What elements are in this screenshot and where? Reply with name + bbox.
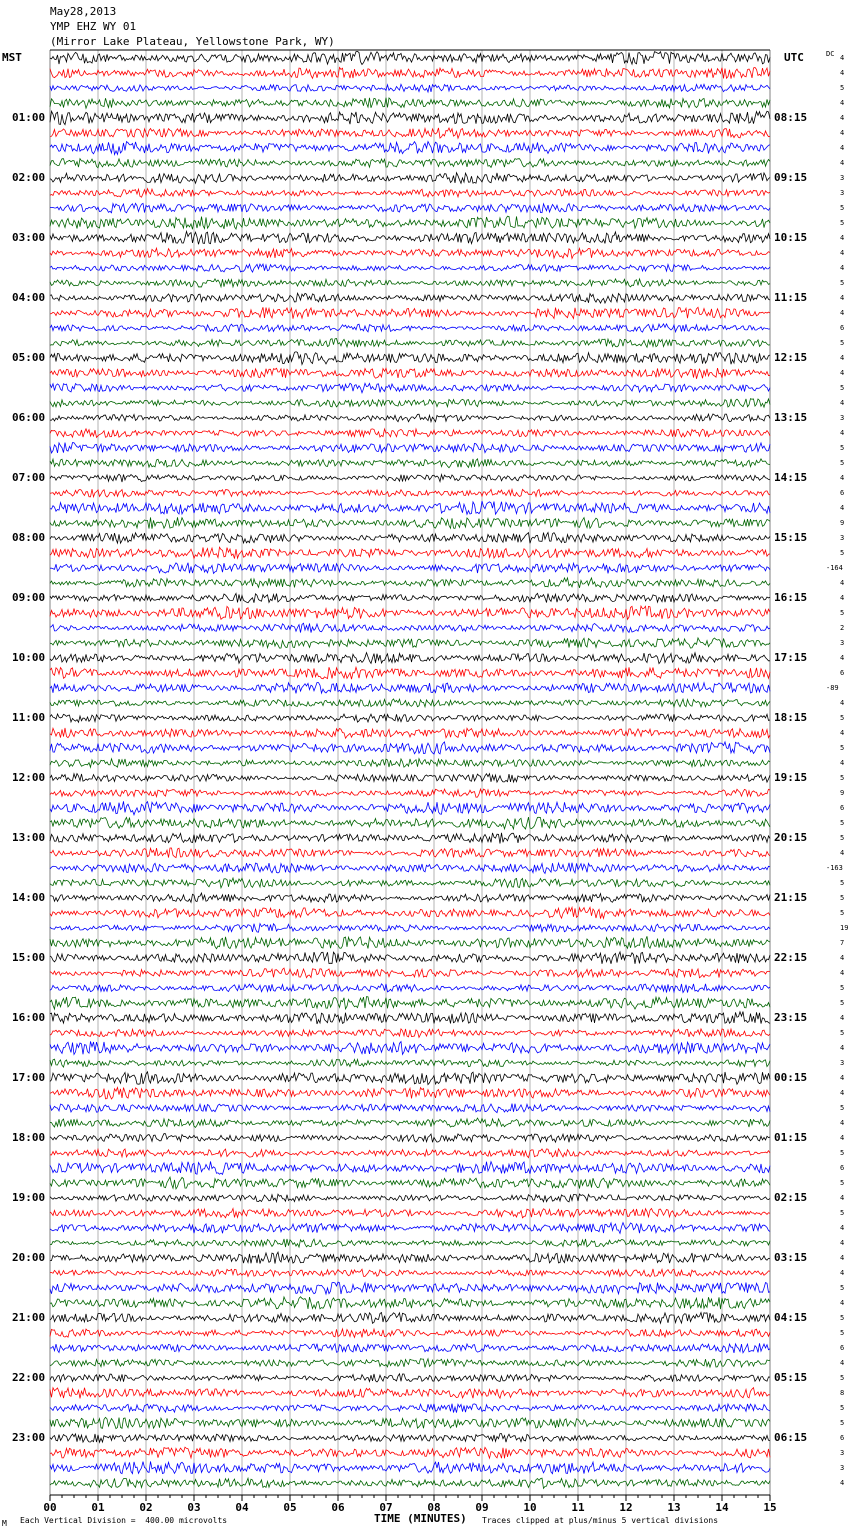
dc-offset-label: 4 [840, 504, 845, 512]
x-tick-label: 13 [667, 1501, 681, 1514]
dc-offset-label: 5 [840, 819, 845, 827]
x-tick-label: 06 [331, 1501, 345, 1514]
right-hour-label: 17:15 [774, 651, 808, 664]
left-hour-label: 17:00 [12, 1071, 46, 1084]
trace-69 [50, 1072, 770, 1085]
dc-offset-label: 4 [840, 1014, 845, 1022]
trace-32 [50, 517, 770, 528]
dc-offset-label: 5 [840, 774, 845, 782]
trace-90 [50, 1388, 770, 1399]
left-hour-label: 03:00 [12, 231, 46, 244]
trace-68 [50, 1059, 770, 1067]
trace-50 [50, 789, 770, 797]
trace-55 [50, 863, 770, 874]
dc-offset-label: 3 [840, 1059, 845, 1067]
dc-offset-label: 5 [840, 84, 845, 92]
dc-offset-label: -163 [826, 864, 843, 872]
dc-offset-label: 6 [840, 804, 845, 812]
trace-13 [50, 231, 770, 244]
dc-offset-label: 5 [840, 444, 845, 452]
dc-offset-label: 5 [840, 1209, 845, 1217]
dc-offset-label: 4 [840, 699, 845, 707]
x-tick-label: 01 [91, 1501, 105, 1514]
dc-offset-label: 4 [840, 759, 845, 767]
dc-offset-label: 4 [840, 369, 845, 377]
dc-offset-label: 6 [840, 1434, 845, 1442]
dc-offset-label: 4 [840, 849, 845, 857]
trace-12 [50, 216, 770, 229]
x-tick-label: 07 [379, 1501, 393, 1514]
trace-35 [50, 563, 770, 574]
right-hour-label: 06:15 [774, 1431, 808, 1444]
right-hour-label: 18:15 [774, 711, 808, 724]
left-hour-label: 06:00 [12, 411, 46, 424]
dc-offset-label: 4 [840, 54, 845, 62]
right-hour-label: 02:15 [774, 1191, 808, 1204]
trace-10 [50, 189, 770, 198]
dc-offset-label: 4 [840, 1044, 845, 1052]
right-hour-label: 08:15 [774, 111, 808, 124]
x-axis-label: TIME (MINUTES) [374, 1512, 467, 1525]
dc-label: DC [826, 50, 835, 58]
dc-offset-label: 4 [840, 99, 845, 107]
dc-offset-label: 4 [840, 969, 845, 977]
left-hour-label: 05:00 [12, 351, 46, 364]
dc-offset-label: 5 [840, 384, 845, 392]
dc-offset-label: 5 [840, 1329, 845, 1337]
right-hour-label: 11:15 [774, 291, 808, 304]
trace-7 [50, 142, 770, 155]
dc-offset-label: 5 [840, 1314, 845, 1322]
dc-offset-label: 5 [840, 984, 845, 992]
left-hour-label: 04:00 [12, 291, 46, 304]
dc-offset-label: 9 [840, 519, 845, 527]
dc-offset-label: 4 [840, 309, 845, 317]
dc-offset-label: 8 [840, 1389, 845, 1397]
right-hour-label: 14:15 [774, 471, 808, 484]
trace-1 [50, 51, 770, 64]
trace-23 [50, 383, 770, 393]
trace-21 [50, 352, 770, 365]
dc-offset-label: 5 [840, 204, 845, 212]
dc-offset-label: 4 [840, 249, 845, 257]
trace-33 [50, 533, 770, 544]
trace-95 [50, 1461, 770, 1473]
x-tick-label: 08 [427, 1501, 441, 1514]
dc-offset-label: 4 [840, 1134, 845, 1142]
dc-offset-label: 5 [840, 879, 845, 887]
x-tick-label: 05 [283, 1501, 297, 1514]
trace-80 [50, 1239, 770, 1247]
trace-64 [50, 997, 770, 1010]
trace-88 [50, 1359, 770, 1368]
dc-offset-label: 3 [840, 414, 845, 422]
dc-offset-label: 5 [840, 1029, 845, 1037]
trace-54 [50, 848, 770, 858]
trace-6 [50, 128, 770, 138]
grid-lines [50, 50, 770, 1495]
right-hour-label: 00:15 [774, 1071, 808, 1084]
trace-49 [50, 774, 770, 783]
dc-offset-label: 5 [840, 279, 845, 287]
dc-offset-label: 6 [840, 324, 845, 332]
dc-offset-label: 4 [840, 399, 845, 407]
dc-offset-label: 4 [840, 954, 845, 962]
left-hour-label: 12:00 [12, 771, 46, 784]
x-tick-label: 12 [619, 1501, 633, 1514]
dc-offset-label: 4 [840, 1254, 845, 1262]
dc-offset-label: -89 [826, 684, 839, 692]
dc-offset-label: 5 [840, 1404, 845, 1412]
dc-offset-label: 6 [840, 1164, 845, 1172]
trace-43 [50, 683, 770, 694]
trace-19 [50, 324, 770, 332]
left-hour-label: 02:00 [12, 171, 46, 184]
trace-73 [50, 1134, 770, 1143]
dc-offset-label: 5 [840, 894, 845, 902]
dc-offset-label: 5 [840, 1104, 845, 1112]
x-tick-label: 02 [139, 1501, 153, 1514]
dc-offset-label: 4 [840, 594, 845, 602]
right-timezone-label: UTC [784, 51, 804, 64]
trace-57 [50, 893, 770, 902]
trace-29 [50, 474, 770, 482]
trace-40 [50, 638, 770, 648]
trace-76 [50, 1177, 770, 1189]
trace-22 [50, 368, 770, 379]
trace-28 [50, 459, 770, 468]
dc-offset-label: 6 [840, 669, 845, 677]
trace-3 [50, 84, 770, 92]
trace-16 [50, 279, 770, 287]
trace-94 [50, 1447, 770, 1458]
x-tick-label: 11 [571, 1501, 585, 1514]
right-hour-label: 22:15 [774, 951, 808, 964]
right-hour-label: 19:15 [774, 771, 808, 784]
dc-offset-label: 5 [840, 1179, 845, 1187]
left-hour-label: 20:00 [12, 1251, 46, 1264]
trace-85 [50, 1313, 770, 1324]
dc-offset-label: -164 [826, 564, 843, 572]
trace-89 [50, 1374, 770, 1382]
trace-24 [50, 399, 770, 408]
trace-84 [50, 1297, 770, 1309]
trace-17 [50, 293, 770, 303]
left-hour-label: 11:00 [12, 711, 46, 724]
left-hour-label: 19:00 [12, 1191, 46, 1204]
trace-71 [50, 1104, 770, 1113]
dc-offset-label: 4 [840, 1479, 845, 1487]
trace-25 [50, 414, 770, 422]
trace-61 [50, 952, 770, 964]
x-tick-label: 00 [43, 1501, 57, 1514]
trace-20 [50, 339, 770, 348]
left-hour-label: 13:00 [12, 831, 46, 844]
plot-date: May28,2013 [50, 5, 117, 18]
trace-44 [50, 699, 770, 707]
dc-offset-label: 4 [840, 1074, 845, 1082]
trace-15 [50, 264, 770, 272]
dc-offset-label: 7 [840, 939, 845, 947]
trace-87 [50, 1343, 770, 1353]
trace-56 [50, 878, 770, 888]
dc-offset-label: 4 [840, 159, 845, 167]
left-hour-label: 23:00 [12, 1431, 46, 1444]
dc-offset-label: 5 [840, 219, 845, 227]
dc-offset-label: 4 [840, 1224, 845, 1232]
trace-59 [50, 924, 770, 933]
dc-offset-label: 3 [840, 174, 845, 182]
left-hour-label: 14:00 [12, 891, 46, 904]
trace-96 [50, 1478, 770, 1488]
trace-92 [50, 1417, 770, 1428]
trace-11 [50, 203, 770, 213]
footer-clip-note: Traces clipped at plus/minus 5 vertical divisions [482, 1516, 719, 1525]
trace-63 [50, 984, 770, 993]
x-axis [50, 1495, 770, 1501]
right-hour-label: 21:15 [774, 891, 808, 904]
trace-30 [50, 489, 770, 497]
trace-38 [50, 606, 770, 619]
x-tick-label: 14 [715, 1501, 729, 1514]
dc-offset-label: 5 [840, 609, 845, 617]
trace-14 [50, 248, 770, 258]
left-hour-label: 07:00 [12, 471, 46, 484]
trace-31 [50, 501, 770, 514]
dc-offset-label: 5 [840, 744, 845, 752]
trace-36 [50, 578, 770, 588]
left-hour-label: 10:00 [12, 651, 46, 664]
trace-42 [50, 667, 770, 679]
left-hour-label: 15:00 [12, 951, 46, 964]
dc-offset-label: 5 [840, 459, 845, 467]
dc-offset-label: 19 [840, 924, 849, 932]
left-hour-label: 22:00 [12, 1371, 46, 1384]
footer-scale-note: Each Vertical Division = 400.00 microvolts [20, 1516, 228, 1525]
dc-offset-label: 4 [840, 579, 845, 587]
dc-offset-label: 4 [840, 1299, 845, 1307]
x-tick-label: 10 [523, 1501, 537, 1514]
footer-corner-mark: M [2, 1519, 7, 1528]
trace-74 [50, 1149, 770, 1158]
trace-4 [50, 98, 770, 109]
left-hour-label: 16:00 [12, 1011, 46, 1024]
trace-41 [50, 653, 770, 664]
left-timezone-label: MST [2, 51, 22, 64]
x-tick-label: 15 [763, 1501, 777, 1514]
right-hour-label: 12:15 [774, 351, 808, 364]
trace-39 [50, 623, 770, 632]
dc-offset-label: 5 [840, 909, 845, 917]
left-hour-label: 21:00 [12, 1311, 46, 1324]
dc-offset-label: 4 [840, 294, 845, 302]
station-location: (Mirror Lake Plateau, Yellowstone Park, WY) [50, 35, 335, 48]
dc-offset-label: 5 [840, 1374, 845, 1382]
trace-67 [50, 1041, 770, 1054]
trace-45 [50, 714, 770, 722]
dc-offset-label: 3 [840, 189, 845, 197]
x-tick-label: 04 [235, 1501, 249, 1514]
dc-offset-label: 3 [840, 1449, 845, 1457]
dc-offset-label: 5 [840, 339, 845, 347]
dc-offset-label: 6 [840, 489, 845, 497]
dc-offset-label: 4 [840, 144, 845, 152]
trace-62 [50, 968, 770, 978]
trace-60 [50, 936, 770, 948]
dc-offset-label: 3 [840, 639, 845, 647]
trace-9 [50, 173, 770, 184]
dc-offset-label: 4 [840, 1239, 845, 1247]
trace-5 [50, 111, 770, 124]
trace-48 [50, 759, 770, 768]
trace-27 [50, 443, 770, 453]
right-hour-label: 03:15 [774, 1251, 808, 1264]
left-hour-label: 08:00 [12, 531, 46, 544]
dc-offset-label: 5 [840, 999, 845, 1007]
trace-52 [50, 817, 770, 829]
dc-offset-label: 4 [840, 1089, 845, 1097]
trace-47 [50, 742, 770, 754]
trace-79 [50, 1223, 770, 1234]
trace-51 [50, 801, 770, 815]
right-hour-label: 13:15 [774, 411, 808, 424]
trace-26 [50, 429, 770, 438]
left-hour-label: 18:00 [12, 1131, 46, 1144]
left-hour-label: 09:00 [12, 591, 46, 604]
right-hour-label: 15:15 [774, 531, 808, 544]
trace-72 [50, 1118, 770, 1127]
trace-group [50, 51, 770, 1488]
trace-2 [50, 68, 770, 79]
trace-34 [50, 547, 770, 558]
dc-offset-label: 2 [840, 624, 845, 632]
trace-81 [50, 1252, 770, 1263]
dc-offset-label: 4 [840, 474, 845, 482]
right-hour-label: 04:15 [774, 1311, 808, 1324]
trace-93 [50, 1434, 770, 1443]
trace-66 [50, 1029, 770, 1038]
dc-offset-label: 3 [840, 1464, 845, 1472]
x-tick-label: 03 [187, 1501, 201, 1514]
trace-53 [50, 833, 770, 844]
trace-86 [50, 1329, 770, 1338]
dc-offset-label: 5 [840, 1419, 845, 1427]
dc-offset-label: 4 [840, 1194, 845, 1202]
right-hour-label: 20:15 [774, 831, 808, 844]
trace-18 [50, 307, 770, 318]
x-tick-label: 09 [475, 1501, 489, 1514]
trace-46 [50, 728, 770, 738]
right-hour-label: 23:15 [774, 1011, 808, 1024]
dc-offset-label: 4 [840, 654, 845, 662]
dc-offset-label: 4 [840, 729, 845, 737]
trace-65 [50, 1012, 770, 1025]
dc-offset-label: 4 [840, 354, 845, 362]
trace-37 [50, 593, 770, 602]
trace-75 [50, 1162, 770, 1175]
right-hour-label: 16:15 [774, 591, 808, 604]
dc-offset-label: 4 [840, 1359, 845, 1367]
trace-83 [50, 1282, 770, 1294]
dc-offset-label: 4 [840, 114, 845, 122]
dc-offset-label: 5 [840, 549, 845, 557]
right-hour-label: 01:15 [774, 1131, 808, 1144]
dc-offset-label: 4 [840, 1269, 845, 1277]
dc-offset-label: 5 [840, 1149, 845, 1157]
trace-77 [50, 1194, 770, 1202]
trace-58 [50, 907, 770, 918]
dc-offset-label: 5 [840, 834, 845, 842]
left-hour-label: 01:00 [12, 111, 46, 124]
right-hour-label: 10:15 [774, 231, 808, 244]
dc-offset-label: 4 [840, 264, 845, 272]
dc-offset-label: 4 [840, 429, 845, 437]
dc-offset-label: 4 [840, 1119, 845, 1127]
station-name: YMP EHZ WY 01 [50, 20, 137, 33]
dc-offset-label: 6 [840, 1344, 845, 1352]
trace-78 [50, 1208, 770, 1218]
dc-offset-label: 5 [840, 1284, 845, 1292]
dc-offset-label: 3 [840, 534, 845, 542]
dc-offset-label: 4 [840, 69, 845, 77]
trace-82 [50, 1269, 770, 1277]
right-hour-label: 05:15 [774, 1371, 808, 1384]
trace-70 [50, 1088, 770, 1100]
dc-offset-label: 4 [840, 234, 845, 242]
trace-91 [50, 1404, 770, 1413]
right-hour-label: 09:15 [774, 171, 808, 184]
dc-offset-label: 5 [840, 714, 845, 722]
trace-8 [50, 159, 770, 168]
dc-offset-label: 9 [840, 789, 845, 797]
dc-offset-label: 4 [840, 129, 845, 137]
